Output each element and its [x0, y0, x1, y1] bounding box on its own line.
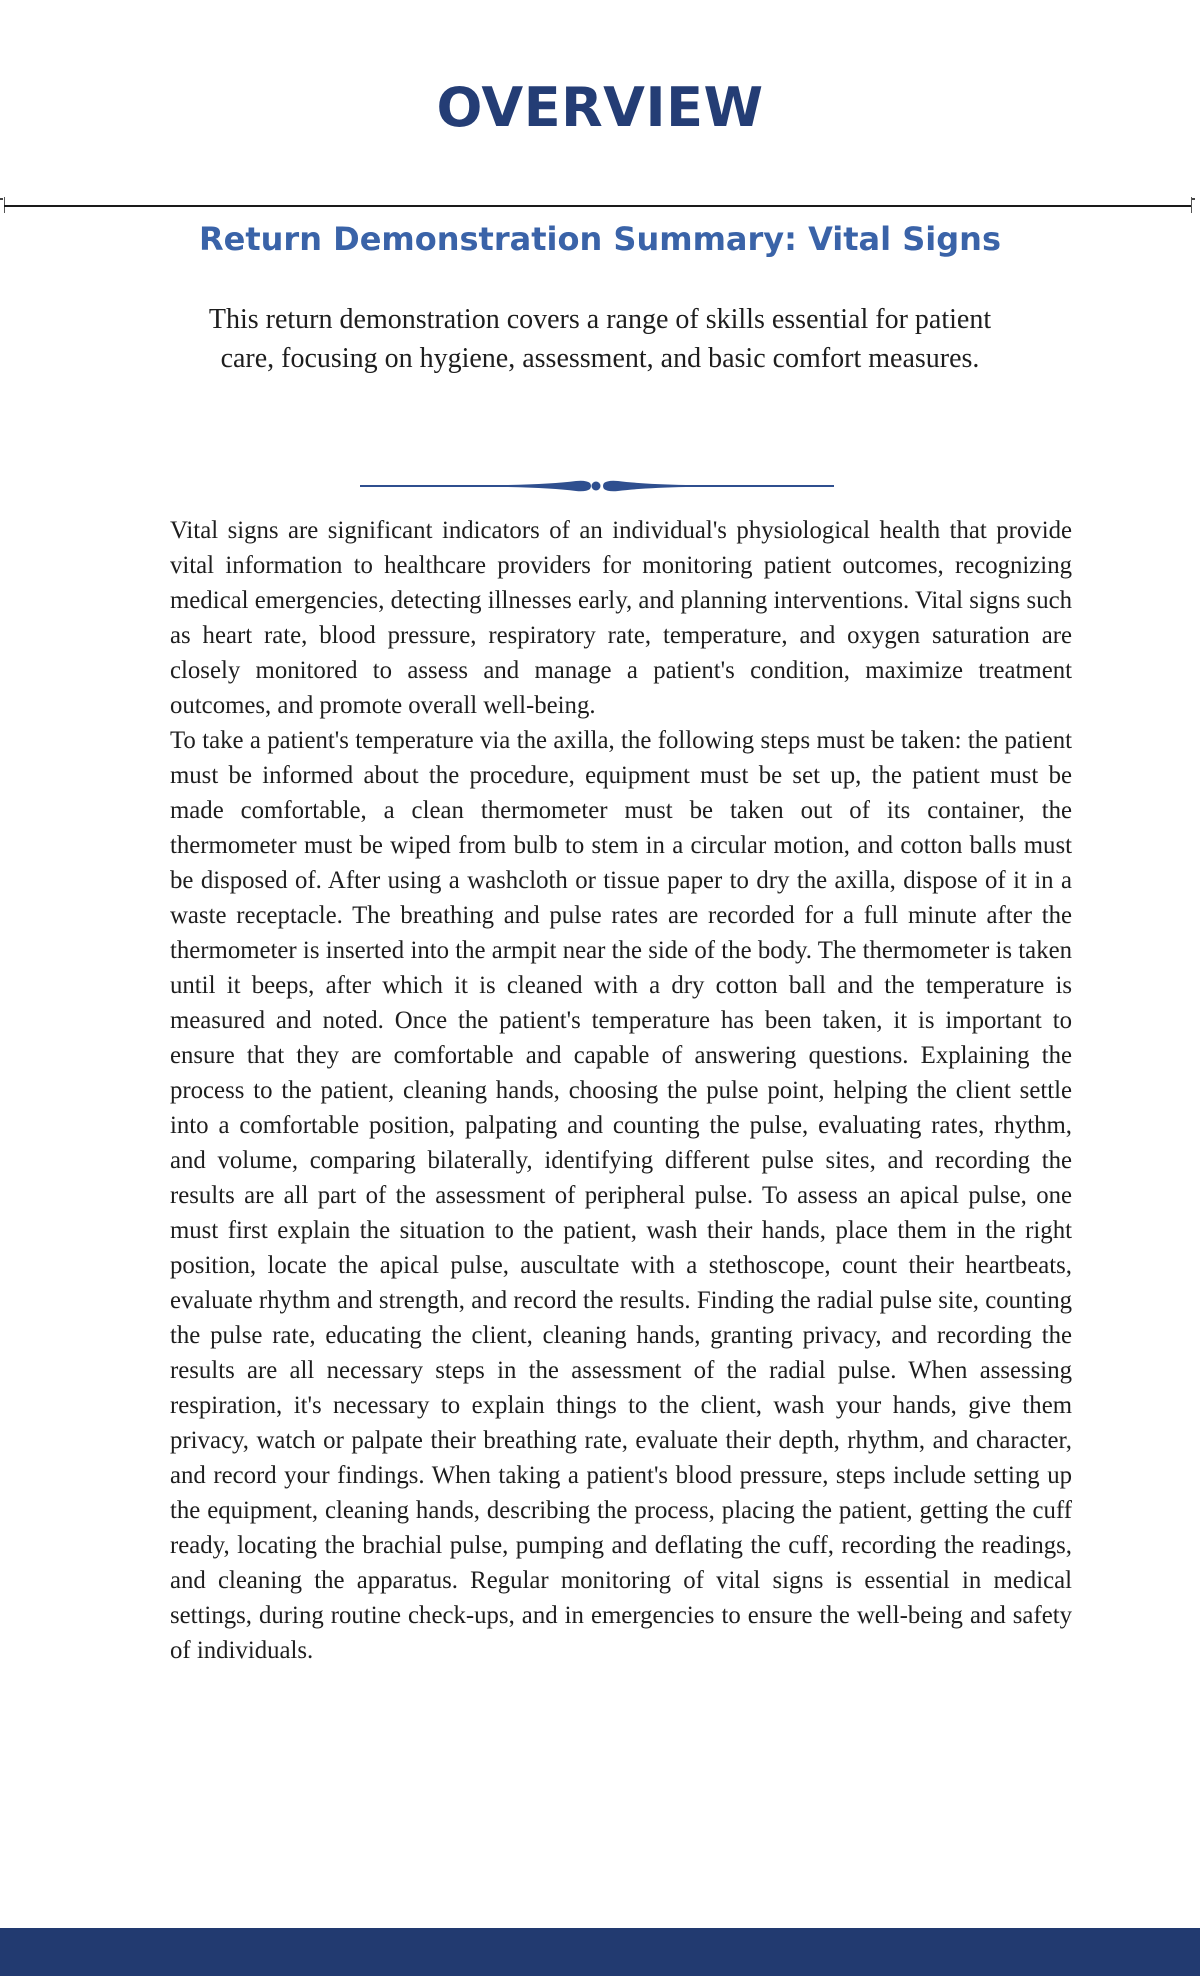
- body-paragraph-vital-signs-intro: Vital signs are significant indicators of an individual's physiological health that provide vital information to healthcare providers for monitoring patient outcomes, recognizing medical emergencies, detecting illnesses early, and planning interventions. Vital signs such as heart rate, blood pressure, respiratory rate, temperature, and oxygen saturation are closely monitored to assess and manage a patient's condition, maximize treatment outcomes, and promote overall well-being.: [170, 517, 1072, 719]
- rule-right-dot: [1192, 198, 1195, 200]
- header-divider-line: [4, 205, 1192, 207]
- footer-bar: [0, 1928, 1200, 1976]
- body-paragraph-procedures: To take a patient's temperature via the axilla, the following steps must be taken: the patient must be informed about the procedure, equipment must be set up, the patient must be made comfortable, a clean thermometer must be taken out of its container, the thermometer must be wiped from bulb to stem in a circular motion, and cotton balls must be disposed of. After using a washcloth or tissue paper to dry the axilla, dispose of it in a waste receptacle. The breathing and pulse rates are recorded for a full minute after the thermometer is inserted into the armpit near the side of the body. The thermometer is taken until it beeps, after which it is cleaned with a dry cotton ball and the temperature is measured and noted. Once the patient's temperature has been taken, it is important to ensure that they are comfortable and capable of answering questions. Explaining the process to the patient, cleaning hands, choosing the pulse point, helping the client settle into a comfortable position, palpating and counting the pulse, evaluating rates, rhythm, and volume, comparing bilaterally, identifying different pulse sites, and recording the results are all part of the assessment of peripheral pulse. To assess an apical pulse, one must first explain the situation to the patient, wash their hands, place them in the right position, locate the apical pulse, auscultate with a stethoscope, count their heartbeats, evaluate rhythm and strength, and record the results. Finding the radial pulse site, counting the pulse rate, educating the client, cleaning hands, granting privacy, and recording the results are all necessary steps in the assessment of the radial pulse. When assessing respiration, it's necessary to explain things to the client, wash your hands, give them privacy, watch or palpate their breathing rate, evaluate their depth, rhythm, and character, and record your findings. When taking a patient's blood pressure, steps include setting up the equipment, cleaning hands, describing the process, placing the patient, getting the cuff ready, locating the brachial pulse, pumping and deflating the cuff, recording the readings, and cleaning the apparatus. Regular monitoring of vital signs is essential in medical settings, during routine check-ups, and in emergencies to ensure the well-being and safety of individuals.: [170, 727, 1072, 1664]
- body-content: [170, 513, 1072, 1668]
- page-title: OVERVIEW: [436, 76, 764, 139]
- section-subtitle: Return Demonstration Summary: Vital Signs: [199, 220, 1001, 258]
- ornamental-divider-icon: [358, 470, 836, 502]
- rule-left-dot: [0, 198, 3, 200]
- intro-text: This return demonstration covers a range of skills essential for patient care, focusing on hygiene, assessment, and basic comfort measures.: [208, 304, 992, 374]
